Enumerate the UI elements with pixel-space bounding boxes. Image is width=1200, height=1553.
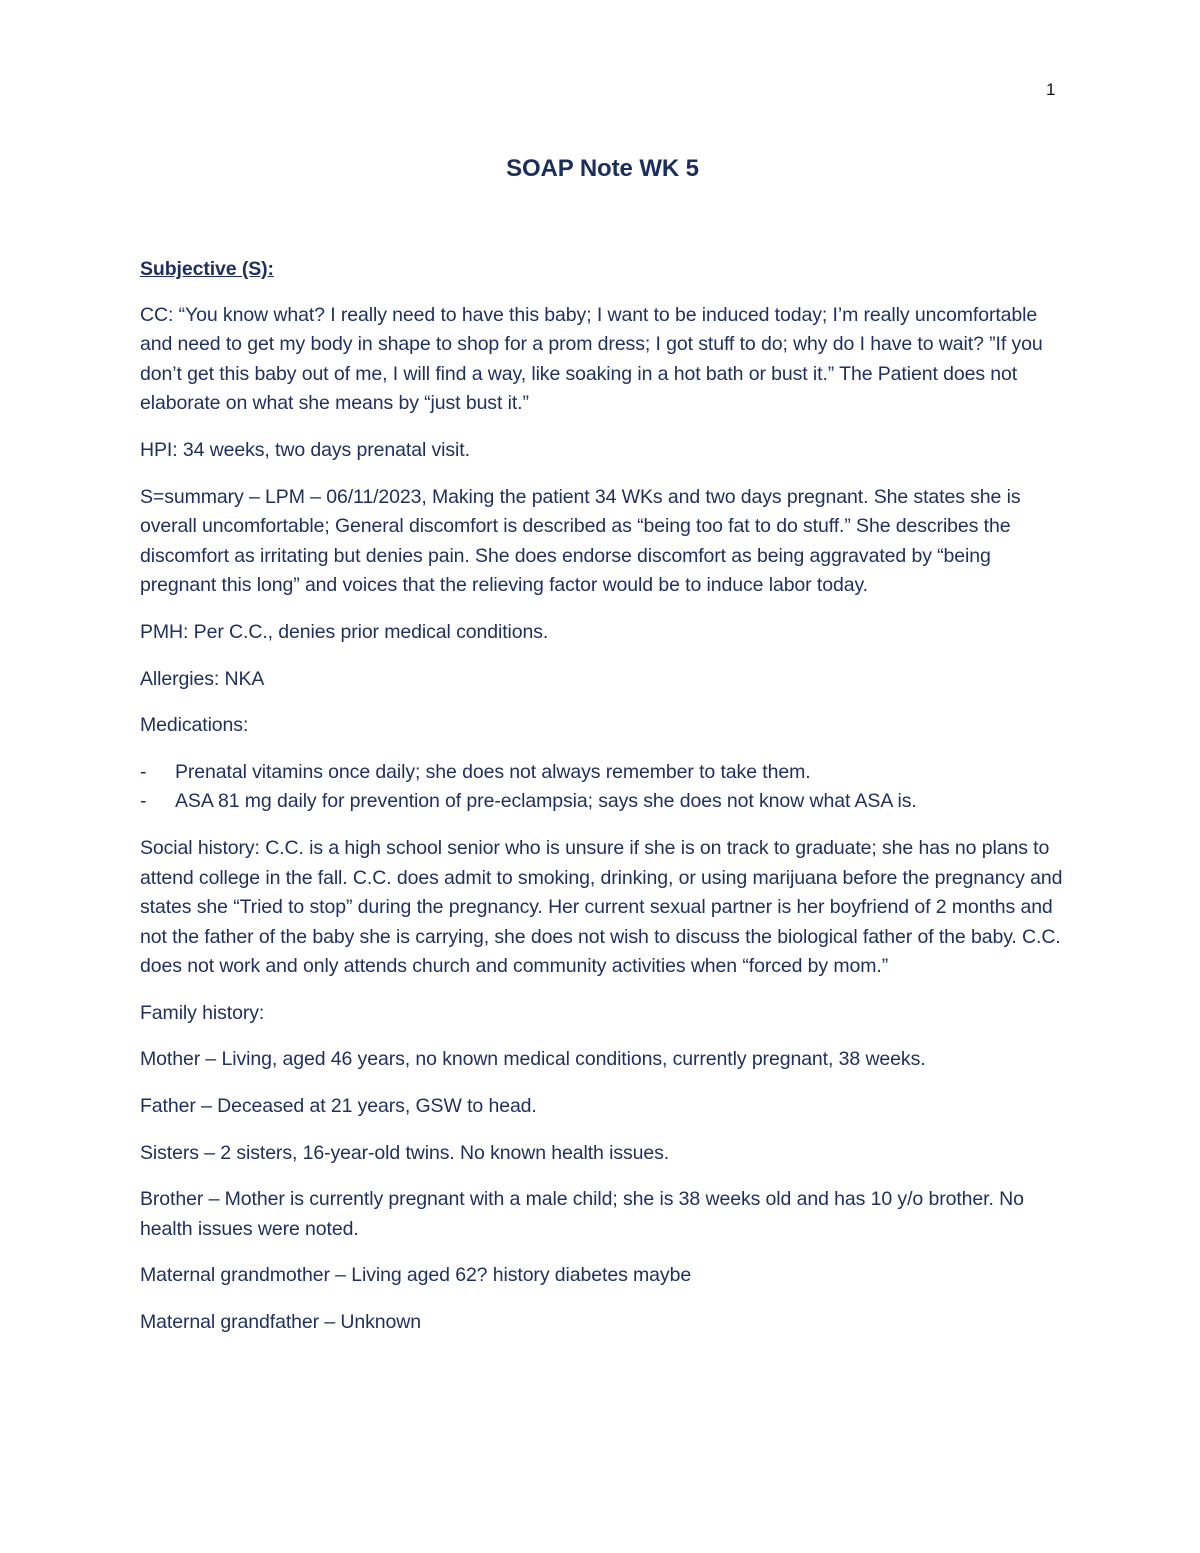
- list-dash: -: [140, 790, 147, 813]
- medication-item: [140, 758, 1065, 788]
- subjective-heading: Subjective (S):: [140, 258, 274, 280]
- family-history-maternal-grandmother: Maternal grandmother – Living aged 62? history diabetes maybe: [140, 1264, 692, 1287]
- page-number: 1: [1046, 80, 1056, 99]
- social-history: Social history: C.C. is a high school senior who is unsure if she is on track to graduate; she has no plans to attend college in the fall. C.C. does admit to smoking, drinking, or using marijuana before the pregnancy and states she “Tried to stop” during the pregnancy. Her current sexual partner is her boyfriend of 2 months and not the father of the baby she is carrying, she does not wish to discuss the biological father of the baby. C.C. does not work and only attends church and community activities when “forced by mom.”: [140, 836, 1063, 978]
- family-history-mother: Mother – Living, aged 46 years, no known medical conditions, currently pregnant, 38 weeks.: [140, 1048, 926, 1071]
- past-medical-history: PMH: Per C.C., denies prior medical conditions.: [140, 620, 549, 643]
- medication-item: [140, 787, 1065, 817]
- hpi: HPI: 34 weeks, two days prenatal visit.: [140, 438, 470, 461]
- medication-text: ASA 81 mg daily for prevention of pre-eclampsia; says she does not know what ASA is.: [175, 790, 917, 813]
- allergies: Allergies: NKA: [140, 667, 265, 690]
- document-body: [140, 153, 1065, 1355]
- family-history-sisters: Sisters – 2 sisters, 16-year-old twins. No known health issues.: [140, 1141, 670, 1164]
- medications-label: Medications:: [140, 714, 249, 737]
- chief-complaint: CC: “You know what? I really need to have this baby; I want to be induced today; I’m really uncomfortable and need to get my body in shape to shop for a prom dress; I got stuff to do; why do I have to wait? ”If you don’t get this baby out of me, I will find a way, like soaking in a hot bath or bust it.” The Patient does not elaborate on what she means by “just bust it.”: [140, 303, 1043, 415]
- medication-list: [140, 758, 1065, 817]
- list-dash: -: [140, 760, 147, 783]
- family-history-brother: Brother – Mother is currently pregnant with a male child; she is 38 weeks old and has 10 y/o brother. No health issues were noted.: [140, 1188, 1024, 1240]
- family-history-father: Father – Deceased at 21 years, GSW to head.: [140, 1095, 537, 1118]
- document-title: SOAP Note WK 5: [506, 155, 699, 182]
- family-history-label: Family history:: [140, 1001, 265, 1024]
- medication-text: Prenatal vitamins once daily; she does not always remember to take them.: [175, 760, 811, 783]
- symptom-summary: S=summary – LPM – 06/11/2023, Making the patient 34 WKs and two days pregnant. She states she is overall uncomfortable; General discomfort is described as “being too fat to do stuff.” She describes the discomfort as irritating but denies pain. She does endorse discomfort as being aggravated by “being pregnant this long” and voices that the relieving factor would be to induce labor today.: [140, 485, 1021, 597]
- family-history-maternal-grandfather: Maternal grandfather – Unknown: [140, 1311, 421, 1334]
